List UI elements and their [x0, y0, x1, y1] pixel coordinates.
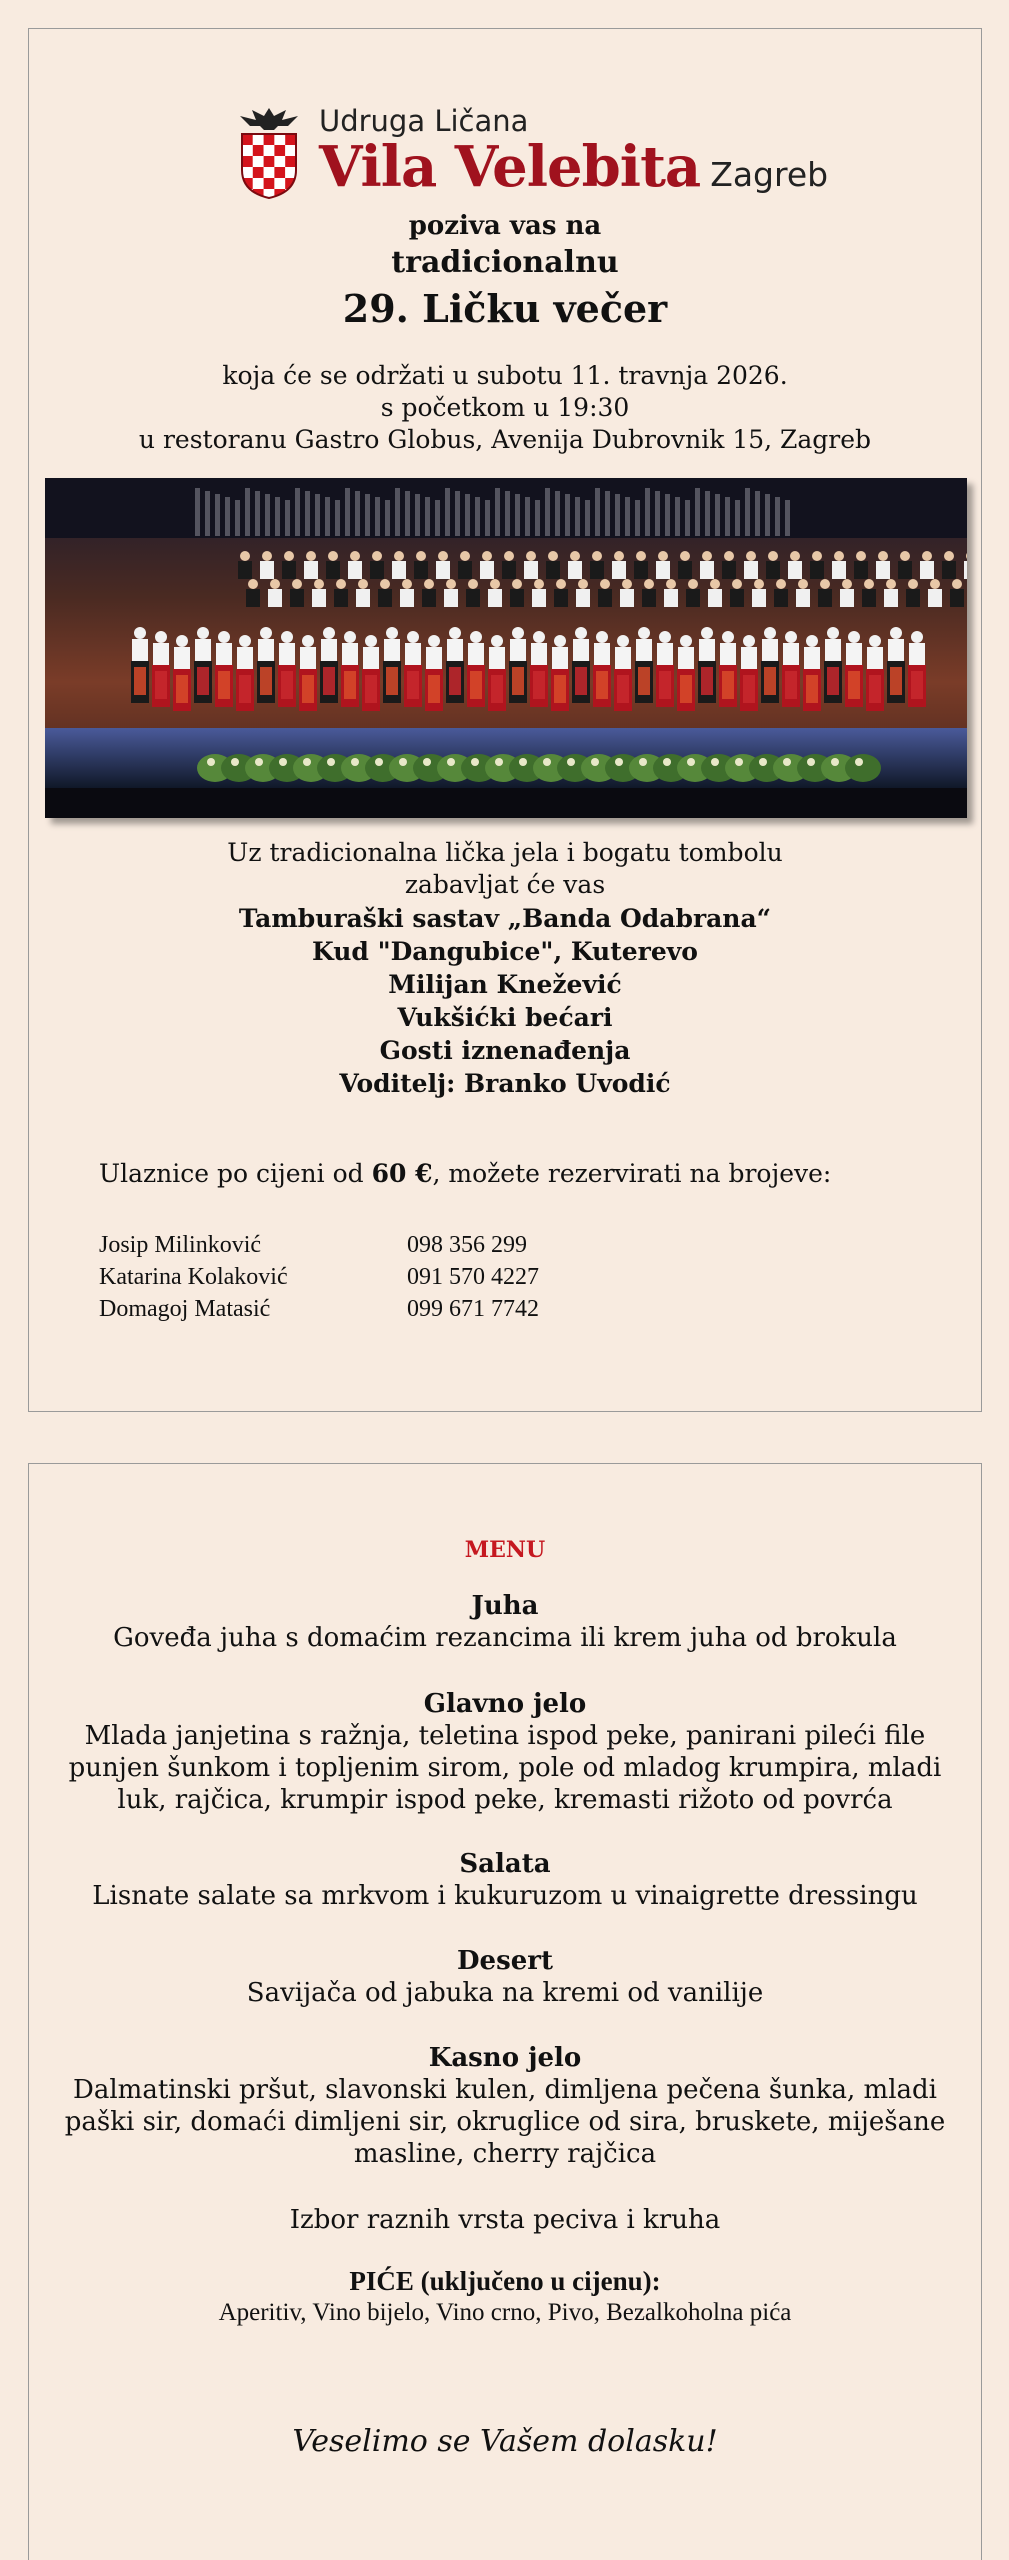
- menu-section-text: [29, 1720, 981, 1816]
- ticket-prefix: Ulaznice po cijeni od: [99, 1159, 372, 1188]
- menu-line: Savijača od jabuka na kremi od vanilije: [246, 1978, 764, 2008]
- menu-section-heading: Juha: [471, 1591, 539, 1621]
- contact-phone: 098 356 299: [407, 1232, 527, 1258]
- menu-section-heading: Desert: [457, 1946, 553, 1976]
- event-title: 29. Ličku večer: [342, 286, 668, 331]
- menu-section-text: [29, 2074, 981, 2170]
- organization-subtitle: Udruga Ličana: [319, 104, 529, 138]
- menu-card: [28, 1463, 982, 2560]
- contact-phone: 091 570 4227: [407, 1264, 539, 1290]
- performer-item: Gosti iznenađenja: [379, 1036, 631, 1065]
- folklore-performance-photo: [45, 478, 967, 818]
- menu-section-heading: Kasno jelo: [428, 2043, 582, 2073]
- performer-item: Kud "Dangubice", Kuterevo: [312, 937, 698, 966]
- menu-line: luk, rajčica, krumpir ispod peke, kremasti rižoto od povrća: [117, 1785, 893, 1815]
- menu-title: MENU: [464, 1537, 546, 1563]
- closing-message: Veselimo se Vašem dolasku!: [292, 2424, 718, 2459]
- host-name: Voditelj: Branko Uvodić: [339, 1069, 671, 1098]
- menu-section-text: [29, 1977, 981, 2009]
- menu-line: Goveđa juha s domaćim rezancima ili krem juha od brokula: [113, 1623, 897, 1653]
- drinks-heading: PIĆE (uključeno u cijenu):: [349, 2266, 661, 2296]
- program-intro: [29, 837, 981, 901]
- bread-selection: Izbor raznih vrsta peciva i kruha: [289, 2205, 721, 2235]
- contact-row: [99, 1229, 539, 1261]
- contact-phone: 099 671 7742: [407, 1296, 539, 1322]
- menu-line: Dalmatinski pršut, slavonski kulen, dimljena pečena šunka, mladi: [73, 2075, 937, 2105]
- ticket-price: 60 €: [371, 1159, 433, 1188]
- drinks-list: Aperitiv, Vino bijelo, Vino crno, Pivo, Bezalkoholna pića: [218, 2299, 792, 2326]
- performer-item: Vukšićki bećari: [397, 1003, 613, 1032]
- menu-line: paški sir, domaći dimljeni sir, okruglice od sira, bruskete, miješane: [64, 2107, 946, 2137]
- contact-row: [99, 1261, 539, 1293]
- contact-name: Katarina Kolaković: [99, 1264, 288, 1290]
- contact-name: Josip Milinković: [99, 1232, 262, 1258]
- event-details: [29, 360, 981, 456]
- event-time: s početkom u 19:30: [380, 393, 630, 422]
- program-intro-line-2: zabavljat će vas: [404, 870, 606, 899]
- organization-name-text: Vila Velebita: [319, 134, 701, 200]
- menu-line: Mlada janjetina s ražnja, teletina ispod peke, panirani pileći file: [84, 1721, 926, 1751]
- menu-line: masline, cherry rajčica: [353, 2139, 657, 2169]
- invitation-line-2: tradicionalnu: [391, 245, 619, 280]
- menu-line: punjen šunkom i topljenim sirom, pole od mladog krumpira, mladi: [68, 1753, 942, 1783]
- contact-row: [99, 1293, 539, 1325]
- menu-section-text: [29, 1622, 981, 1654]
- reservation-contacts: [99, 1229, 539, 1325]
- invitation-card: [28, 28, 982, 1412]
- organization-city: Zagreb: [710, 155, 829, 194]
- menu-section-text: [29, 1880, 981, 1912]
- invitation-line-1: poziva vas na: [408, 211, 602, 241]
- menu-line: Lisnate salate sa mrkvom i kukuruzom u vinaigrette dressingu: [92, 1881, 918, 1911]
- organization-logo: [234, 104, 834, 214]
- event-venue: u restoranu Gastro Globus, Avenija Dubrovnik 15, Zagreb: [138, 425, 872, 454]
- program-intro-line-1: Uz tradicionalna lička jela i bogatu tombolu: [227, 838, 783, 867]
- ticket-info: [99, 1159, 831, 1188]
- performer-item: Tamburaški sastav „Banda Odabrana“: [238, 904, 772, 933]
- menu-section-heading: Salata: [459, 1849, 551, 1879]
- organization-name: [319, 134, 828, 200]
- event-date: koja će se održati u subotu 11. travnja 2026.: [222, 361, 788, 390]
- performer-item: Milijan Knežević: [388, 970, 622, 999]
- ticket-suffix: , možete rezervirati na brojeve:: [432, 1159, 832, 1188]
- croatian-crest-icon: [234, 104, 304, 200]
- contact-name: Domagoj Matasić: [99, 1296, 271, 1322]
- performers-list: [29, 902, 981, 1100]
- menu-section-heading: Glavno jelo: [423, 1689, 587, 1719]
